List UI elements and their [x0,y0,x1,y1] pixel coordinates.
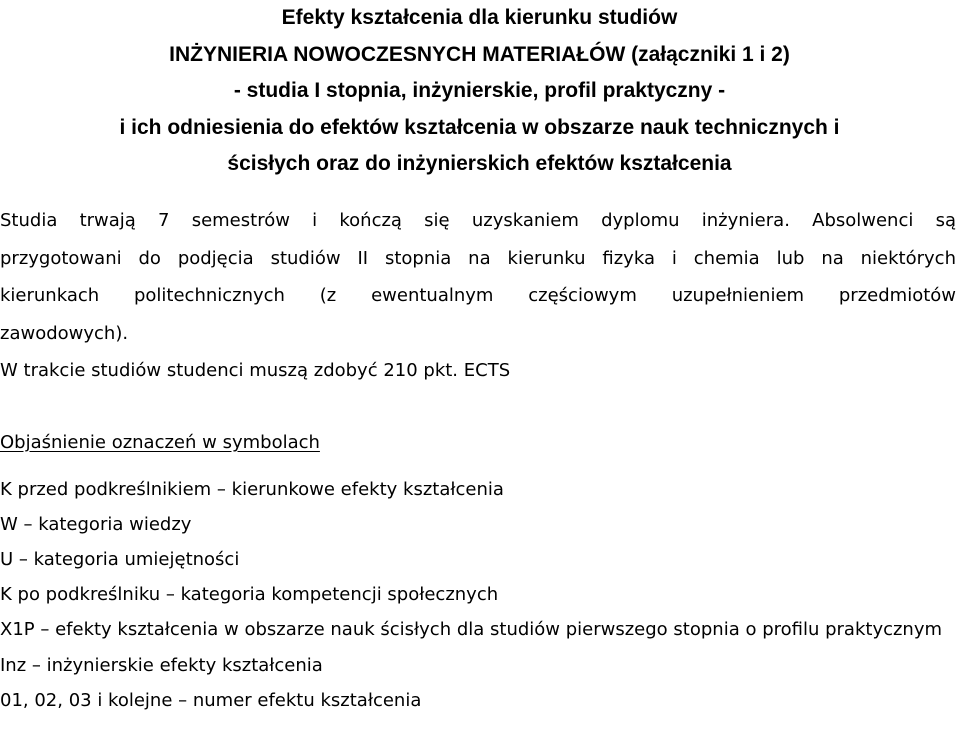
document-title [0,0,959,183]
legend-item-u: U – kategoria umiejętności [0,548,240,570]
title-line-2: INŻYNIERIA NOWOCZESNYCH MATERIAŁÓW (załączniki 1 i 2) [169,42,790,66]
legend-item-numbering: 01, 02, 03 i kolejne – numer efektu kształcenia [0,689,422,711]
legend-heading: Objaśnienie oznaczeń w symbolach [0,432,320,453]
legend-item-x1p: X1P – efekty kształcenia w obszarze nauk ścisłych dla studiów pierwszego stopnia o profilu praktycznym [0,619,943,641]
intro-line-2: przygotowani do podjęcia studiów II stopnia na kierunku fizyka i chemia lub na niektórych [0,247,956,269]
legend-item-w: W – kategoria wiedzy [0,513,192,535]
intro-line-4: zawodowych). [0,322,129,344]
intro-line-3: kierunkach politechnicznych (z ewentualnym częściowym uzupełnieniem przedmiotów [0,285,956,306]
legend-item-k-after: K po podkreślniku – kategoria kompetencji społecznych [0,584,499,606]
legend-item-k-before: K przed podkreślnikiem – kierunkowe efekty kształcenia [0,478,504,500]
legend-list [0,472,956,718]
title-line-4: i ich odniesienia do efektów kształcenia w obszarze nauk technicznych i [119,115,840,139]
legend-item-inz: Inz – inżynierskie efekty kształcenia [0,654,323,676]
ects-statement: W trakcie studiów studenci muszą zdobyć 210 pkt. ECTS [0,360,511,381]
intro-section [0,202,956,390]
title-line-1: Efekty kształcenia dla kierunku studiów [281,6,678,29]
intro-line-1: Studia trwają 7 semestrów i kończą się uzyskaniem dyplomu inżyniera. Absolwenci są [0,210,956,231]
title-line-5: ścisłych oraz do inżynierskich efektów kształcenia [227,152,732,175]
intro-paragraph [0,202,956,352]
legend-section [0,424,956,718]
title-line-3: - studia I stopnia, inżynierskie, profil praktyczny - [233,79,726,102]
